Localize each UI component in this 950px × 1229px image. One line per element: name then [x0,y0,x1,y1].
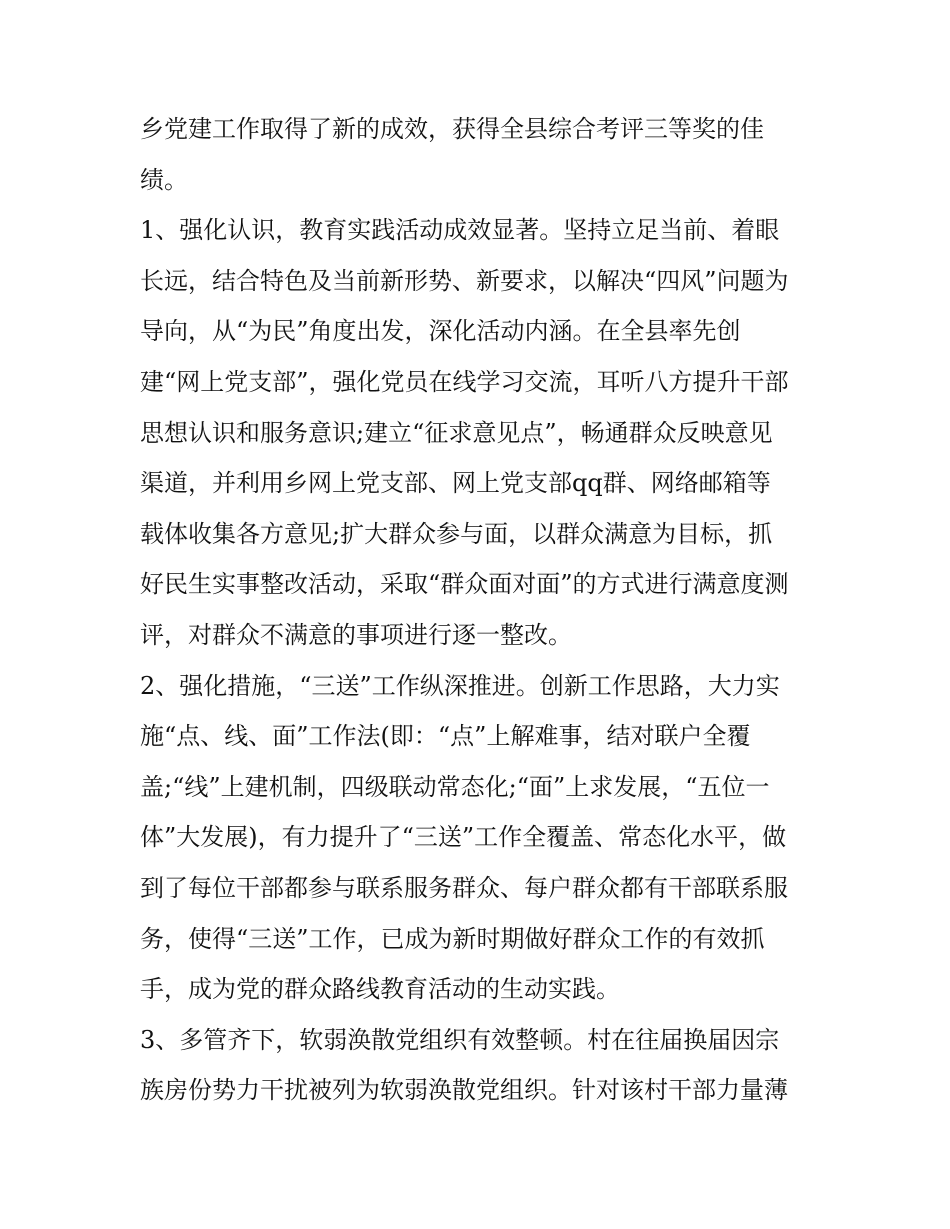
text-line: 到了每位干部都参与联系服务群众、每户群众都有干部联系服 [140,873,788,902]
text-line: 导向，从“为民”角度出发，深化活动内涵。在全县率先创 [140,317,741,346]
text-line: 3、多管齐下，软弱涣散党组织有效整顿。村在往届换届因宗 [140,1025,780,1054]
text-line: 施“点、线、面”工作法(即：“点”上解难事，结对联户全覆 [140,722,751,751]
text-line: 族房份势力干扰被列为软弱涣散党组织。针对该村干部力量薄 [140,1076,788,1105]
text-line: 绩。 [140,165,188,194]
document-body [140,104,820,1116]
text-line: 务，使得“三送”工作，已成为新时期做好群众工作的有效抓 [140,924,765,953]
text-line: 思想认识和服务意识;建立“征求意见点”，畅通群众反映意见 [140,418,773,447]
text-line: 渠道，并利用乡网上党支部、网上党支部qq群、网络邮箱等 [140,469,771,498]
text-line: 1、强化认识，教育实践活动成效显著。坚持立足当前、着眼 [140,216,780,245]
text-line: 2、强化措施，“三送”工作纵深推进。创新工作思路，大力实 [140,671,780,700]
text-line: 盖;“线”上建机制，四级联动常态化;“面”上求发展，“五位一 [140,772,770,801]
text-line: 好民生实事整改活动，采取“群众面对面”的方式进行满意度测 [140,570,789,599]
text-line: 乡党建工作取得了新的成效，获得全县综合考评三等奖的佳 [140,115,764,143]
text-line: 评，对群众不满意的事项进行逐一整改。 [140,620,572,649]
text-line: 载体收集各方意见;扩大群众参与面，以群众满意为目标，抓 [140,519,773,548]
text-line: 长远，结合特色及当前新形势、新要求，以解决“四风”问题为 [140,266,789,295]
text-line: 体”大发展)，有力提升了“三送”工作全覆盖、常态化水平，做 [140,823,787,852]
text-line: 建“网上党支部”，强化党员在线学习交流，耳听八方提升干部 [140,367,789,396]
text-line: 手，成为党的群众路线教育活动的生动实践。 [140,975,620,1004]
